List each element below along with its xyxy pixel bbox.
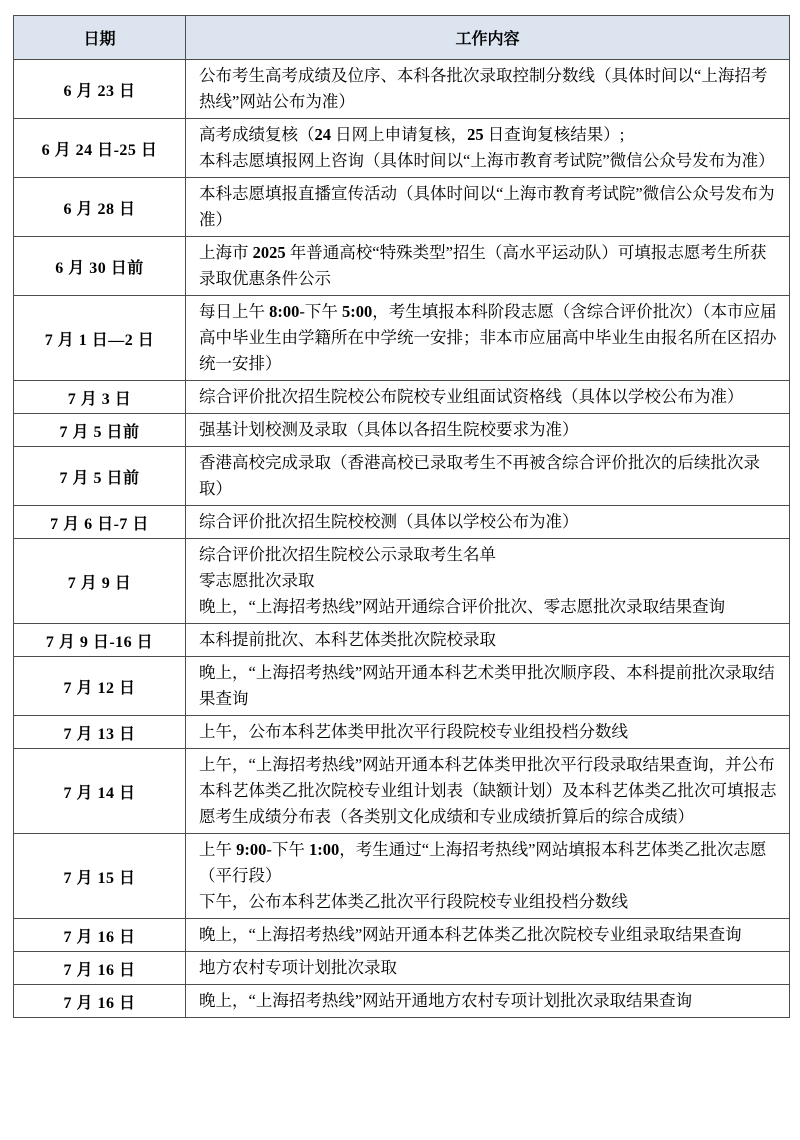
- date-cell: 6 月 23 日: [14, 60, 186, 119]
- date-cell: 7 月 16 日: [14, 985, 186, 1018]
- content-line: 下午，公布本科艺体类乙批次平行段院校专业组投档分数线: [199, 892, 628, 911]
- content-line: 上午，“上海招考热线”网站开通本科艺体类甲批次平行段录取结果查询，并公布本科艺体类乙批次院校专业组计划表（缺额计划）及本科艺体类乙批次可填报志愿考生成绩分布表（各类别文化成绩和专业成绩折算后的综合成绩）: [199, 755, 777, 826]
- date-cell: 7 月 6 日-7 日: [14, 506, 186, 539]
- content-cell: [186, 624, 790, 657]
- table-row: [14, 60, 790, 119]
- table-row: [14, 539, 790, 624]
- content-cell: [186, 749, 790, 834]
- content-line: 晚上，“上海招考热线”网站开通本科艺体类乙批次院校专业组录取结果查询: [199, 925, 742, 944]
- date-cell: 6 月 28 日: [14, 178, 186, 237]
- content-cell: [186, 119, 790, 178]
- table-row: [14, 985, 790, 1018]
- column-header-content: 工作内容: [186, 16, 790, 60]
- date-cell: 6 月 30 日前: [14, 237, 186, 296]
- table-row: [14, 834, 790, 919]
- content-line: 晚上，“上海招考热线”网站开通综合评价批次、零志愿批次录取结果查询: [199, 597, 726, 616]
- content-cell: [186, 447, 790, 506]
- table-row: [14, 447, 790, 506]
- content-line: 综合评价批次招生院校公示录取考生名单: [199, 545, 496, 564]
- content-cell: [186, 237, 790, 296]
- content-cell: [186, 716, 790, 749]
- date-cell: 7 月 12 日: [14, 657, 186, 716]
- date-cell: 7 月 3 日: [14, 381, 186, 414]
- table-row: [14, 952, 790, 985]
- date-cell: 7 月 5 日前: [14, 414, 186, 447]
- content-line: 本科志愿填报网上咨询（具体时间以“上海市教育考试院”微信公众号发布为准）: [199, 151, 775, 170]
- content-line: 香港高校完成录取（香港高校已录取考生不再被含综合评价批次的后续批次录取）: [199, 453, 760, 498]
- content-cell: [186, 834, 790, 919]
- date-cell: 7 月 9 日: [14, 539, 186, 624]
- content-line: 高考成绩复核（24 日网上申请复核，25 日查询复核结果）;: [199, 125, 625, 144]
- date-cell: 7 月 5 日前: [14, 447, 186, 506]
- table-row: [14, 919, 790, 952]
- content-line: 综合评价批次招生院校校测（具体以学校公布为准）: [199, 512, 579, 531]
- content-line: 本科志愿填报直播宣传活动（具体时间以“上海市教育考试院”微信公众号发布为准）: [199, 184, 775, 229]
- header-row: [14, 16, 790, 60]
- date-cell: 6 月 24 日-25 日: [14, 119, 186, 178]
- table-row: [14, 381, 790, 414]
- content-cell: [186, 178, 790, 237]
- date-cell: 7 月 16 日: [14, 952, 186, 985]
- content-cell: [186, 414, 790, 447]
- date-cell: 7 月 15 日: [14, 834, 186, 919]
- table-row: [14, 657, 790, 716]
- content-line: 每日上午 8:00-下午 5:00，考生填报本科阶段志愿（含综合评价批次）（本市应届高中毕业生由学籍所在中学统一安排；非本市应届高中毕业生由报名所在区招办统一安排）: [199, 302, 777, 373]
- date-cell: 7 月 13 日: [14, 716, 186, 749]
- date-cell: 7 月 16 日: [14, 919, 186, 952]
- table-row: [14, 506, 790, 539]
- table-row: [14, 414, 790, 447]
- content-line: 本科提前批次、本科艺体类批次院校录取: [199, 630, 496, 649]
- content-cell: [186, 60, 790, 119]
- content-cell: [186, 657, 790, 716]
- content-cell: [186, 506, 790, 539]
- table-body: [14, 60, 790, 1018]
- content-line: 晚上，“上海招考热线”网站开通地方农村专项计划批次录取结果查询: [199, 991, 693, 1010]
- content-cell: [186, 952, 790, 985]
- content-cell: [186, 539, 790, 624]
- table-row: [14, 119, 790, 178]
- table-row: [14, 296, 790, 381]
- content-line: 综合评价批次招生院校公布院校专业组面试资格线（具体以学校公布为准）: [199, 387, 744, 406]
- schedule-table: [13, 15, 790, 1018]
- date-cell: 7 月 14 日: [14, 749, 186, 834]
- table-row: [14, 716, 790, 749]
- content-line: 公布考生高考成绩及位序、本科各批次录取控制分数线（具体时间以“上海招考热线”网站公布为准）: [199, 66, 768, 111]
- content-line: 上午 9:00-下午 1:00，考生通过“上海招考热线”网站填报本科艺体类乙批次志愿（平行段）: [199, 840, 767, 885]
- table-row: [14, 624, 790, 657]
- content-line: 晚上，“上海招考热线”网站开通本科艺术类甲批次顺序段、本科提前批次录取结果查询: [199, 663, 775, 708]
- content-cell: [186, 296, 790, 381]
- column-header-date: 日期: [14, 16, 186, 60]
- table-row: [14, 749, 790, 834]
- content-line: 上午，公布本科艺体类甲批次平行段院校专业组投档分数线: [199, 722, 628, 741]
- content-cell: [186, 985, 790, 1018]
- content-cell: [186, 381, 790, 414]
- table-row: [14, 178, 790, 237]
- content-line: 上海市 2025 年普通高校“特殊类型”招生（高水平运动队）可填报志愿考生所获录取优惠条件公示: [199, 243, 767, 288]
- date-cell: 7 月 1 日—2 日: [14, 296, 186, 381]
- content-cell: [186, 919, 790, 952]
- content-line: 强基计划校测及录取（具体以各招生院校要求为准）: [199, 420, 579, 439]
- table-row: [14, 237, 790, 296]
- content-line: 地方农村专项计划批次录取: [199, 958, 397, 977]
- date-cell: 7 月 9 日-16 日: [14, 624, 186, 657]
- content-line: 零志愿批次录取: [199, 571, 315, 590]
